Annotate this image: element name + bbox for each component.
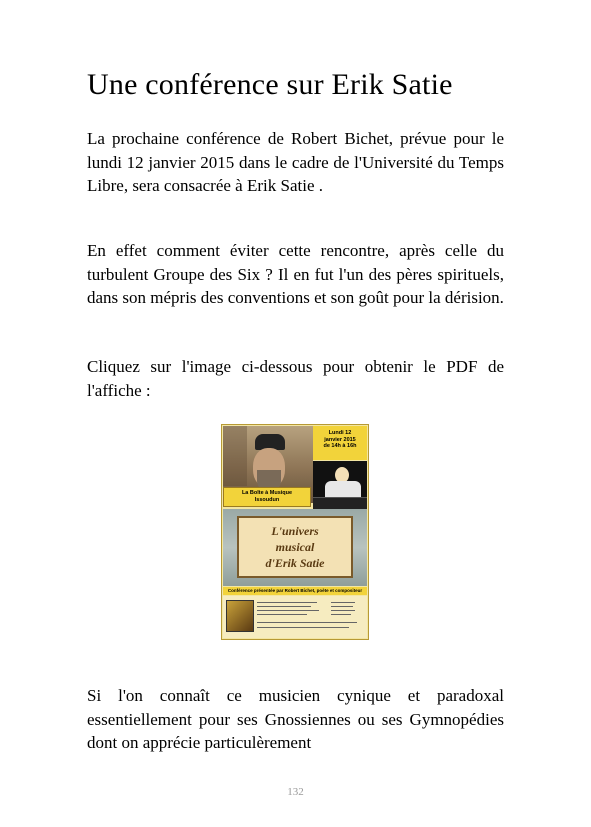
poster-details — [223, 596, 367, 638]
paragraph-context: En effet comment éviter cette rencontre, après celle du turbulent Groupe des Six ? Il en fut l'un des pères spirituels, dans son mépris des conventions et son goût pour la dérision. — [87, 241, 504, 307]
poster-venue-box — [223, 487, 311, 507]
poster-date-box — [313, 426, 367, 460]
paragraph-intro: La prochaine conférence de Robert Bichet, prévue pour le lundi 12 janvier 2015 dans le cadre de l'Université du Temps Libre, sera consacrée à Erik Satie . — [87, 129, 504, 195]
poster-date-line: Lundi 12 — [328, 430, 352, 436]
poster-venue-line: Issoudun — [254, 497, 280, 503]
poster-title-band — [223, 509, 367, 586]
performer-photo — [313, 461, 367, 508]
page-number: 132 — [287, 786, 304, 798]
paragraph-click-instruction: Cliquez sur l'image ci-dessous pour obtenir le PDF de l'affiche : — [87, 357, 504, 400]
poster-image-link[interactable] — [221, 424, 369, 640]
paragraph-music: Si l'on connaît ce musicien cynique et paradoxal essentiellement pour ses Gnossiennes ou ses Gymnopédies dont on apprécie particulèrement — [87, 686, 504, 752]
poster-date-line: janvier 2015 — [324, 436, 356, 443]
poster-venue-line: La Boîte à Musique — [241, 490, 293, 496]
poster-date-line: de 14h à 16h — [323, 443, 357, 449]
poster-title-line: d'Erik Satie — [265, 556, 325, 570]
poster-title-line: L'univers — [271, 524, 319, 538]
album-cover-image — [226, 600, 254, 632]
poster-title-frame — [237, 516, 353, 578]
poster-title-line: musical — [275, 540, 315, 554]
poster-subtitle: Conférence présentée par Robert Bichet, poète et compositeur — [223, 587, 367, 595]
article-title: Une conférence sur Erik Satie — [87, 68, 453, 101]
